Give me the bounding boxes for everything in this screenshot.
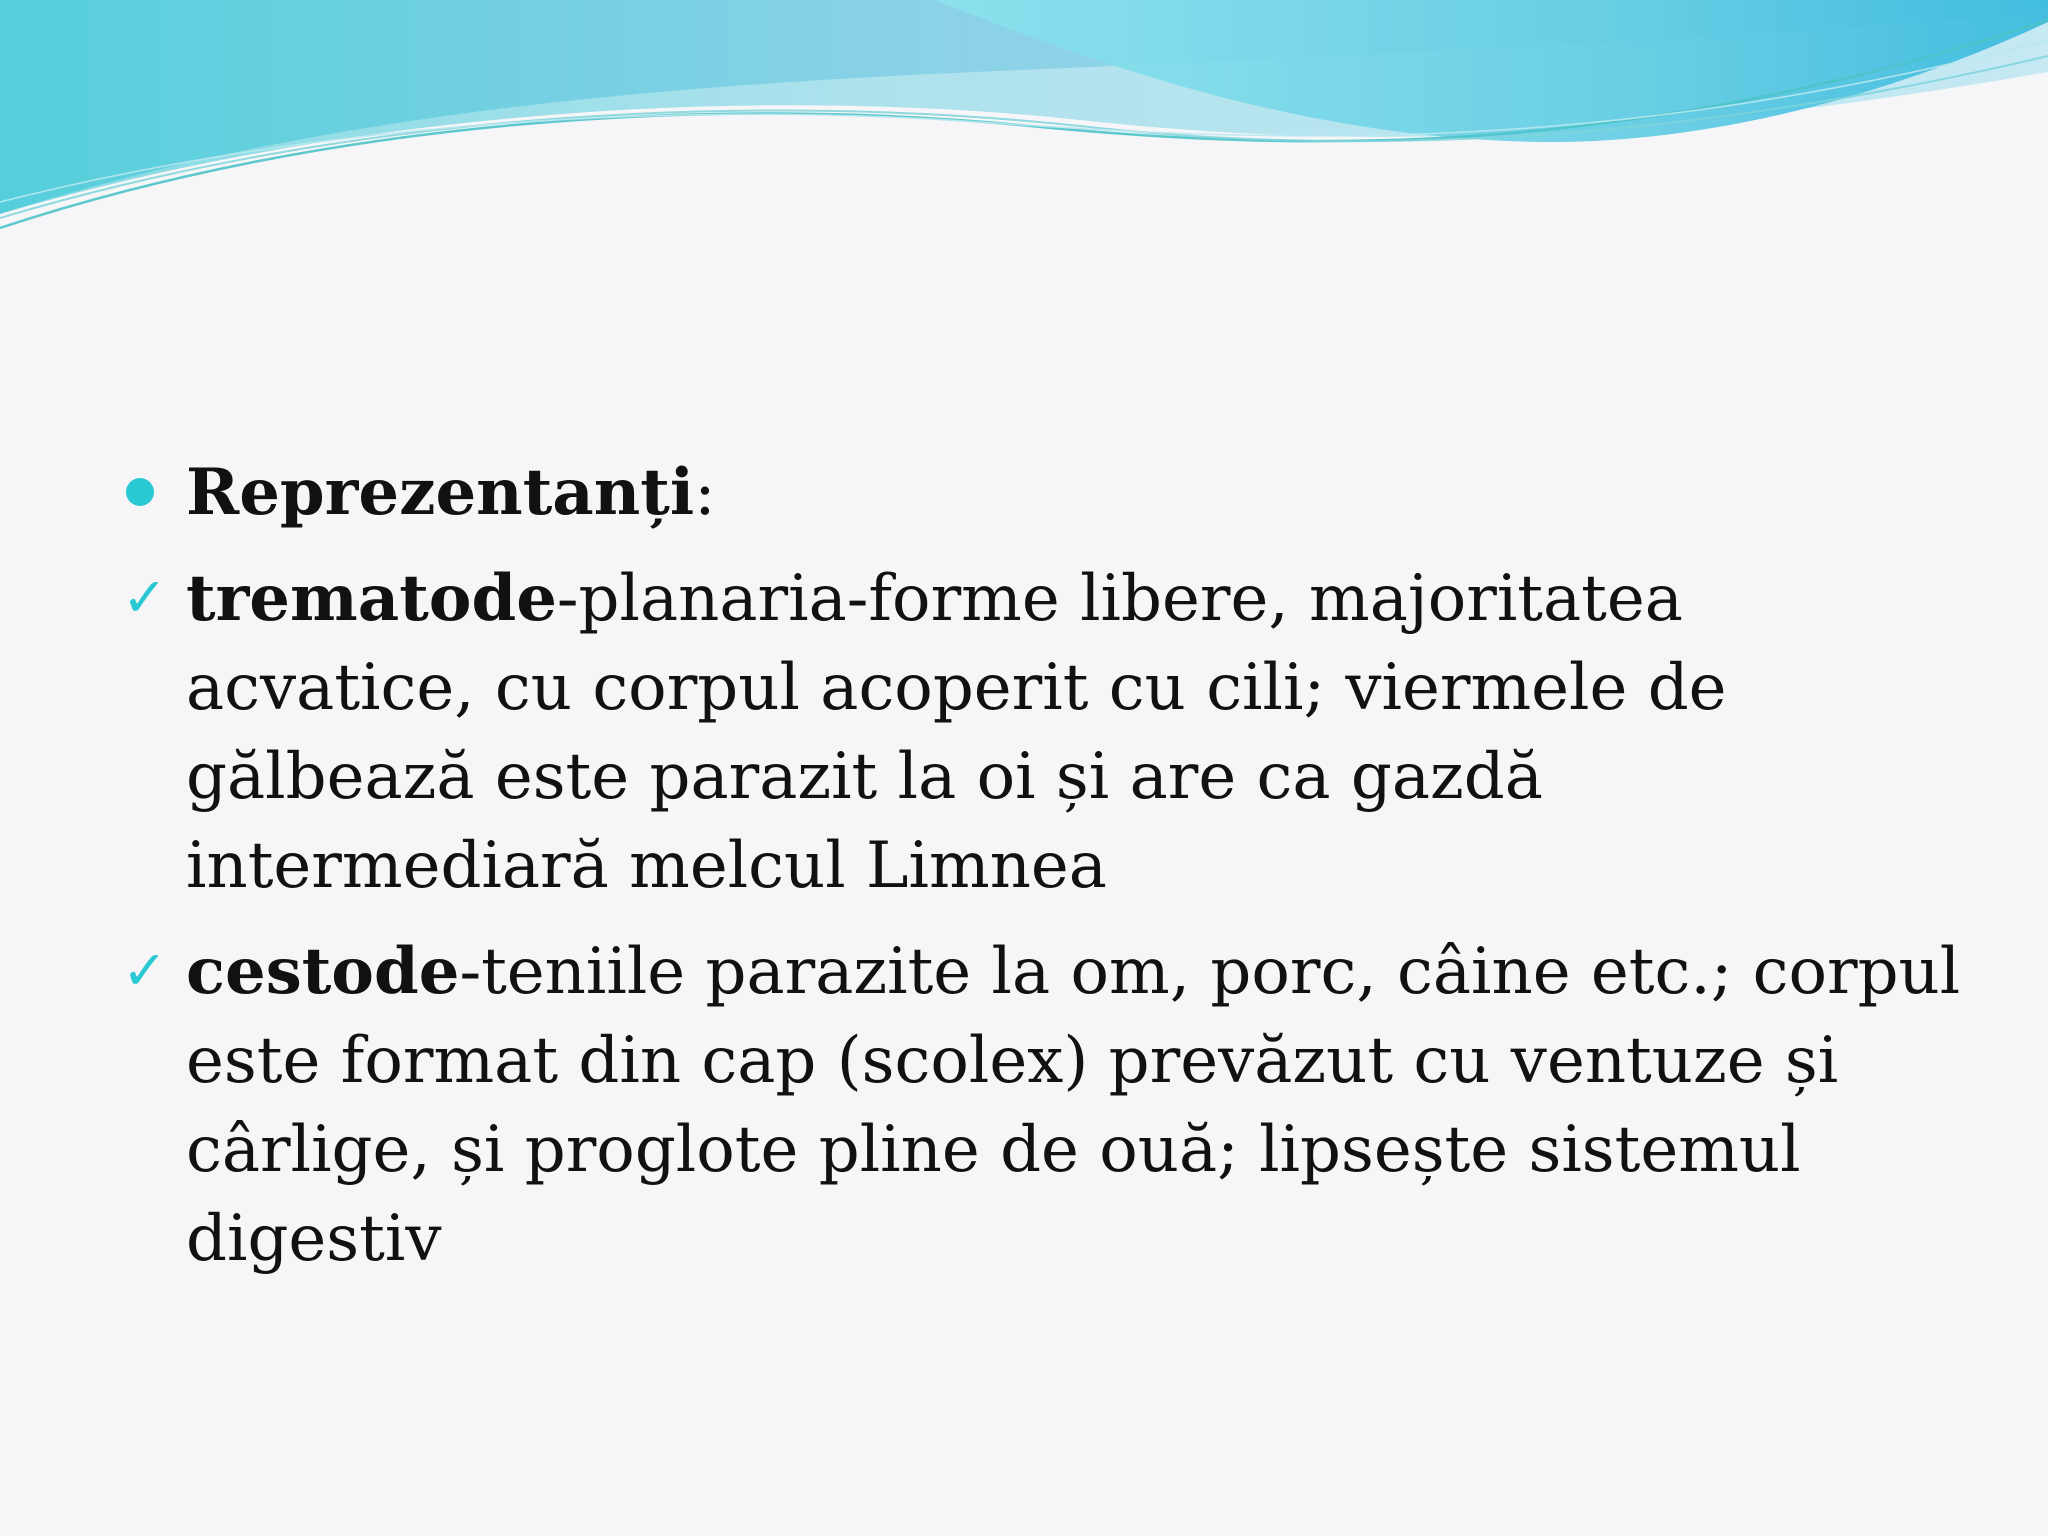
checkmark-icon: ✓ (122, 566, 168, 629)
term-cestode: cestode (186, 934, 460, 1009)
checkmark-icon: ✓ (122, 939, 168, 1002)
description-trematode: -planaria-forme libere, majoritatea acvatice, cu corpul acoperit cu cili; viermele de gălbează este parazit la oi și are ca gazdă intermediară melcul Limnea (186, 562, 1727, 903)
heading-line (122, 448, 1982, 538)
heading-suffix: : (694, 456, 716, 530)
slide-body (122, 448, 1982, 1284)
dot-bullet-icon (122, 448, 182, 537)
list-item-cestode (122, 927, 1982, 1284)
description-cestode: -teniile parazite la om, porc, câine etc.; corpul este format din cap (scolex) prevăzut cu ventuze și cârlige, și proglote pline de ouă; lipsește sistemul digestiv (186, 935, 1961, 1276)
decorative-wave-header (0, 0, 2048, 240)
term-trematode: trematode (186, 561, 557, 636)
heading-term: Reprezentanți (186, 455, 695, 530)
list-item-trematode (122, 554, 1982, 911)
